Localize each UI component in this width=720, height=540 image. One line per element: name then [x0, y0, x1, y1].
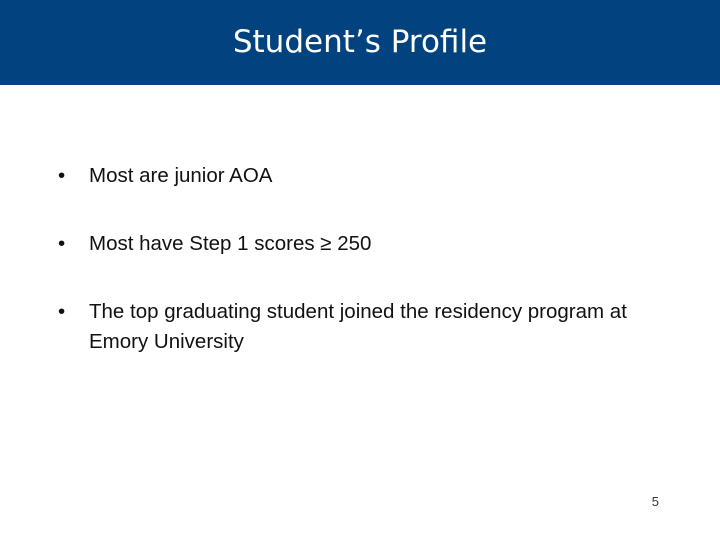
- bullet-text: Most have Step 1 scores ≥ 250: [89, 232, 372, 255]
- bullet-icon: •: [58, 232, 66, 255]
- bullet-item: [58, 297, 658, 357]
- bullet-text: Most are junior AOA: [89, 164, 273, 187]
- bullet-item: [58, 229, 658, 259]
- bullet-item: [58, 161, 658, 191]
- bullet-text: The top graduating student joined the residency program at Emory University: [89, 300, 627, 353]
- bullet-icon: •: [58, 300, 66, 323]
- page-number: 5: [651, 494, 659, 509]
- bullet-icon: •: [58, 164, 66, 187]
- slide-title: Student’s Profile: [232, 24, 488, 60]
